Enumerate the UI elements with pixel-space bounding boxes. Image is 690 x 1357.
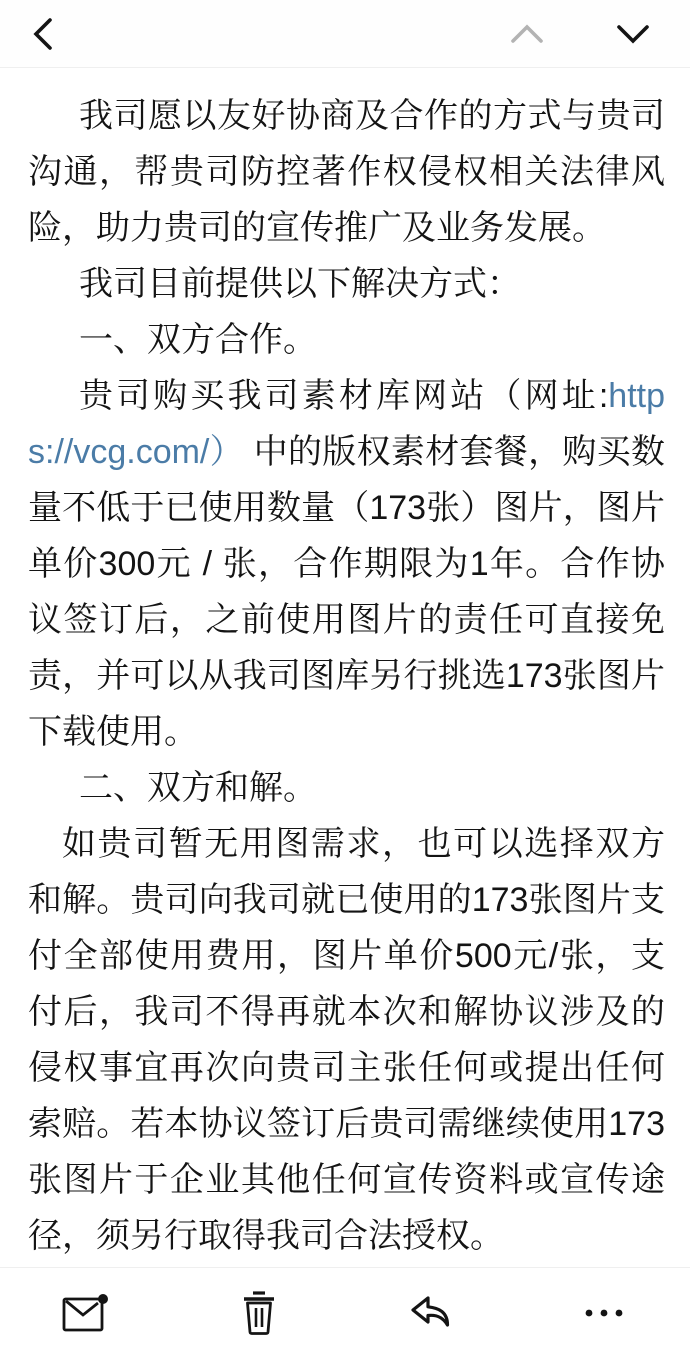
message-nav-group xyxy=(506,19,654,49)
paragraph-option1-body xyxy=(28,368,665,760)
paragraph-solutions-heading: 我司目前提供以下解决方式： xyxy=(79,265,521,303)
delete-button[interactable] xyxy=(231,1281,287,1345)
previous-message-button[interactable] xyxy=(506,19,548,49)
back-button[interactable] xyxy=(22,12,64,56)
paragraph-text-after-link: 中的版权素材套餐，购买数量不低于已使用数量（173张）图片，图片单价300元 / 张，合作期限为1年。合作协议签订后，之前使用图片的责任可直接免责，并可以从我司图库另行挑选173张图片下载使用。 xyxy=(28,433,665,751)
more-options-button[interactable] xyxy=(574,1299,634,1327)
chevron-up-icon xyxy=(510,23,544,45)
chevron-left-icon xyxy=(26,16,60,52)
chevron-down-icon xyxy=(616,23,650,45)
reply-button[interactable] xyxy=(399,1285,463,1341)
paragraph-option2-body: 如贵司暂无用图需求，也可以选择双方和解。贵司向我司就已使用的173张图片支付全部使用费用，图片单价500元/张，支付后，我司不得再就本次和解协议涉及的侵权事宜再次向贵司主张任何或提出任何索赔。若本协议签订后贵司需继续使用173张图片于企业其他任何宣传资料或宣传途径，须另行取得我司合法授权。 xyxy=(28,825,665,1255)
mail-unread-icon xyxy=(61,1292,111,1334)
paragraph-text-before-link: 贵司购买我司素材库网站（网址: xyxy=(79,377,609,415)
top-navigation-bar xyxy=(0,0,690,68)
paragraph-option1-heading: 一、双方合作。 xyxy=(79,321,317,359)
paragraph-option2-heading: 二、双方和解。 xyxy=(79,769,317,807)
message-body xyxy=(0,68,690,1267)
vcg-website-link[interactable]: https://vcg.com/） xyxy=(28,377,665,471)
paragraph-intro: 我司愿以友好协商及合作的方式与贵司沟通，帮贵司防控著作权侵权相关法律风险，助力贵司的宣传推广及业务发展。 xyxy=(28,97,665,247)
delete-icon xyxy=(239,1289,279,1337)
bottom-toolbar xyxy=(0,1267,690,1357)
reply-icon xyxy=(407,1293,455,1333)
mark-unread-button[interactable] xyxy=(53,1284,119,1342)
next-message-button[interactable] xyxy=(612,19,654,49)
more-icon xyxy=(582,1307,626,1319)
